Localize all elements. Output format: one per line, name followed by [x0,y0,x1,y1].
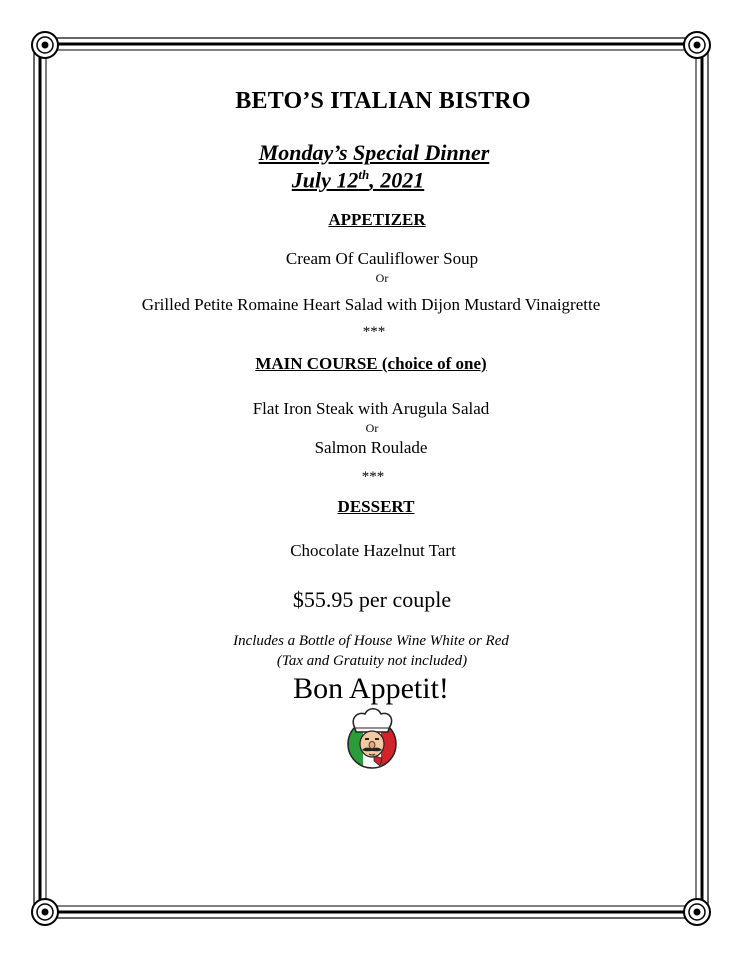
main-course-option-2: Salmon Roulade [314,438,428,457]
wine-note: Includes a Bottle of House Wine White or Red [233,633,509,649]
date-text: July 12 [291,167,359,193]
price: $55.95 per couple [292,587,452,612]
closing-text: Bon Appetit! [293,672,449,705]
dessert-item: Chocolate Hazelnut Tart [290,541,456,560]
date-year: , 2021 [369,167,425,193]
appetizer-or: Or [375,271,389,285]
special-date [0,167,729,193]
appetizer-option-2: Grilled Petite Romaine Heart Salad with Dijon Mustard Vinaigrette [141,295,601,314]
date-ordinal: th [358,167,370,182]
special-title: Monday’s Special Dinner [258,140,490,165]
restaurant-name: BETO’S ITALIAN BISTRO [235,88,531,114]
tax-note: (Tax and Gratuity not included) [276,653,468,669]
section-separator: *** [361,469,385,485]
main-course-or: Or [365,421,379,435]
dessert-heading: DESSERT [337,497,415,516]
main-course-heading: MAIN COURSE (choice of one) [255,354,487,373]
appetizer-heading: APPETIZER [328,210,426,229]
chef-logo-icon [338,706,406,772]
main-course-option-1: Flat Iron Steak with Arugula Salad [252,399,490,418]
section-separator: *** [362,324,386,340]
appetizer-option-1: Cream Of Cauliflower Soup [285,249,479,268]
